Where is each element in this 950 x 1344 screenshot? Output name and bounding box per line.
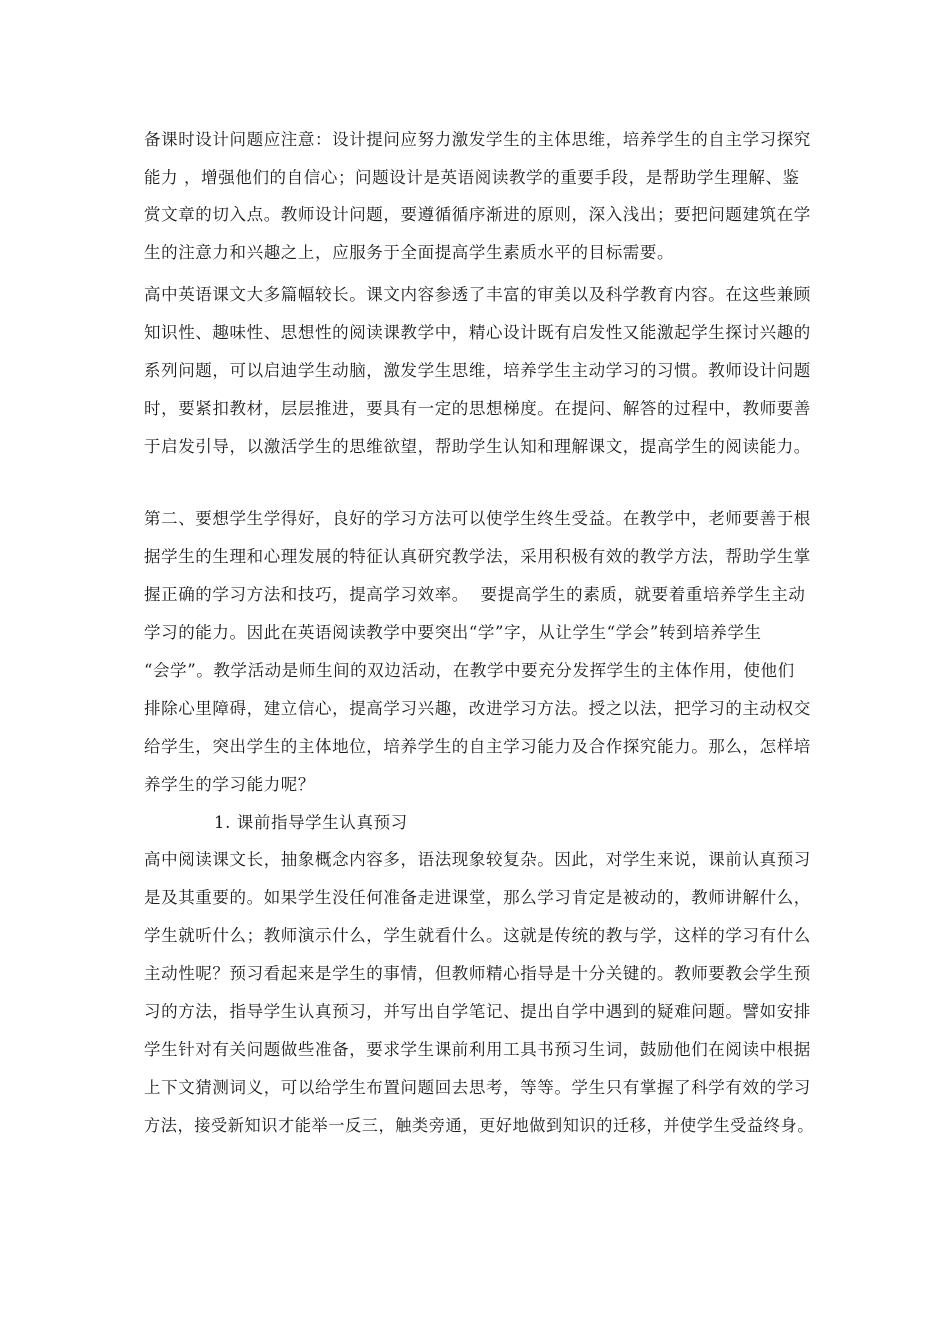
text-line: 养学生的学习能力呢？: [144, 775, 315, 794]
text-line: 学生就听什么；教师演示什么，学生就看什么。这就是传统的教与学，这样的学习有什么: [144, 926, 811, 945]
text-line: 能力 ，增强他们的自信心；问题设计是英语阅读教学的重要手段，是帮助学生理解、鉴: [144, 168, 800, 187]
text-line: 赏文章的切入点。教师设计问题，要遵循循序渐进的原则，深入浅出；要把问题建筑在学: [144, 205, 811, 224]
text-line: 备课时设计问题应注意：设计提问应努力激发学生的主体思维，培养学生的自主学习探究: [144, 130, 811, 149]
text-line: 给学生，突出学生的主体地位，培养学生的自主学习能力及合作探究能力。那么，怎样培: [144, 737, 811, 756]
text-line: “会学”。教学活动是师生间的双边活动，在教学中要充分发挥学生的主体作用，使他们: [144, 661, 795, 680]
text-line: 学习的能力。因此在英语阅读教学中要突出“学”字，从让学生“学会”转到培养学生: [144, 623, 762, 642]
text-line: 主动性呢？预习看起来是学生的事情，但教师精心指导是十分关键的。教师要教会学生预: [144, 964, 811, 983]
text-line: 时，要紧扣教材，层层推进，要具有一定的思想梯度。在提问、解答的过程中，教师要善: [144, 399, 811, 418]
text-line: 高中阅读课文长，抽象概念内容多，语法现象较复杂。因此，对学生来说，课前认真预习: [144, 850, 811, 869]
text-line: 知识性、趣味性、思想性的阅读课教学中，精心设计既有启发性又能激起学生探讨兴趣的: [144, 323, 811, 342]
text-line: 方法，接受新知识才能举一反三，触类旁通，更好地做到知识的迁移，并使学生受益终身。: [144, 1116, 814, 1135]
text-line: 学生针对有关问题做些准备，要求学生课前利用工具书预习生词，鼓励他们在阅读中根据: [144, 1040, 811, 1059]
text-line: 生的注意力和兴趣之上，应服务于全面提高学生素质水平的目标需要。: [144, 243, 675, 262]
text-line: 系列问题，可以启迪学生动脑，激发学生思维，培养学生主动学习的习惯。教师设计问题: [144, 361, 811, 380]
text-line: 据学生的生理和心理发展的特征认真研究教学法，采用积极有效的教学方法，帮助学生掌: [144, 547, 811, 566]
text-line: 高中英语课文大多篇幅较长。课文内容参透了丰富的审美以及科学教育内容。在这些兼顾: [144, 285, 811, 304]
text-line: 第二、要想学生学得好，良好的学习方法可以使学生终生受益。在教学中，老师要善于根: [144, 509, 811, 528]
text-line: 于启发引导，以激活学生的思维欲望，帮助学生认知和理解课文，提高学生的阅读能力。: [144, 437, 811, 456]
text-line: 排除心里障碍，建立信心，提高学习兴趣，改进学习方法。授之以法，把学习的主动权交: [144, 699, 811, 718]
text-line: 上下文猜测词义，可以给学生布置问题回去思考，等等。学生只有掌握了科学有效的学习: [144, 1078, 811, 1097]
text-line: 习的方法，指导学生认真预习，并写出自学笔记、提出自学中遇到的疑难问题。譬如安排: [144, 1002, 811, 1021]
section-heading: 1. 课前指导学生认真预习: [214, 813, 408, 832]
text-line: 是及其重要的。如果学生没任何准备走进课堂，那么学习肯定是被动的，教师讲解什么，: [144, 888, 811, 907]
text-line: 握正确的学习方法和技巧，提高学习效率。 要提高学生的素质，就要着重培养学生主动: [144, 585, 806, 604]
